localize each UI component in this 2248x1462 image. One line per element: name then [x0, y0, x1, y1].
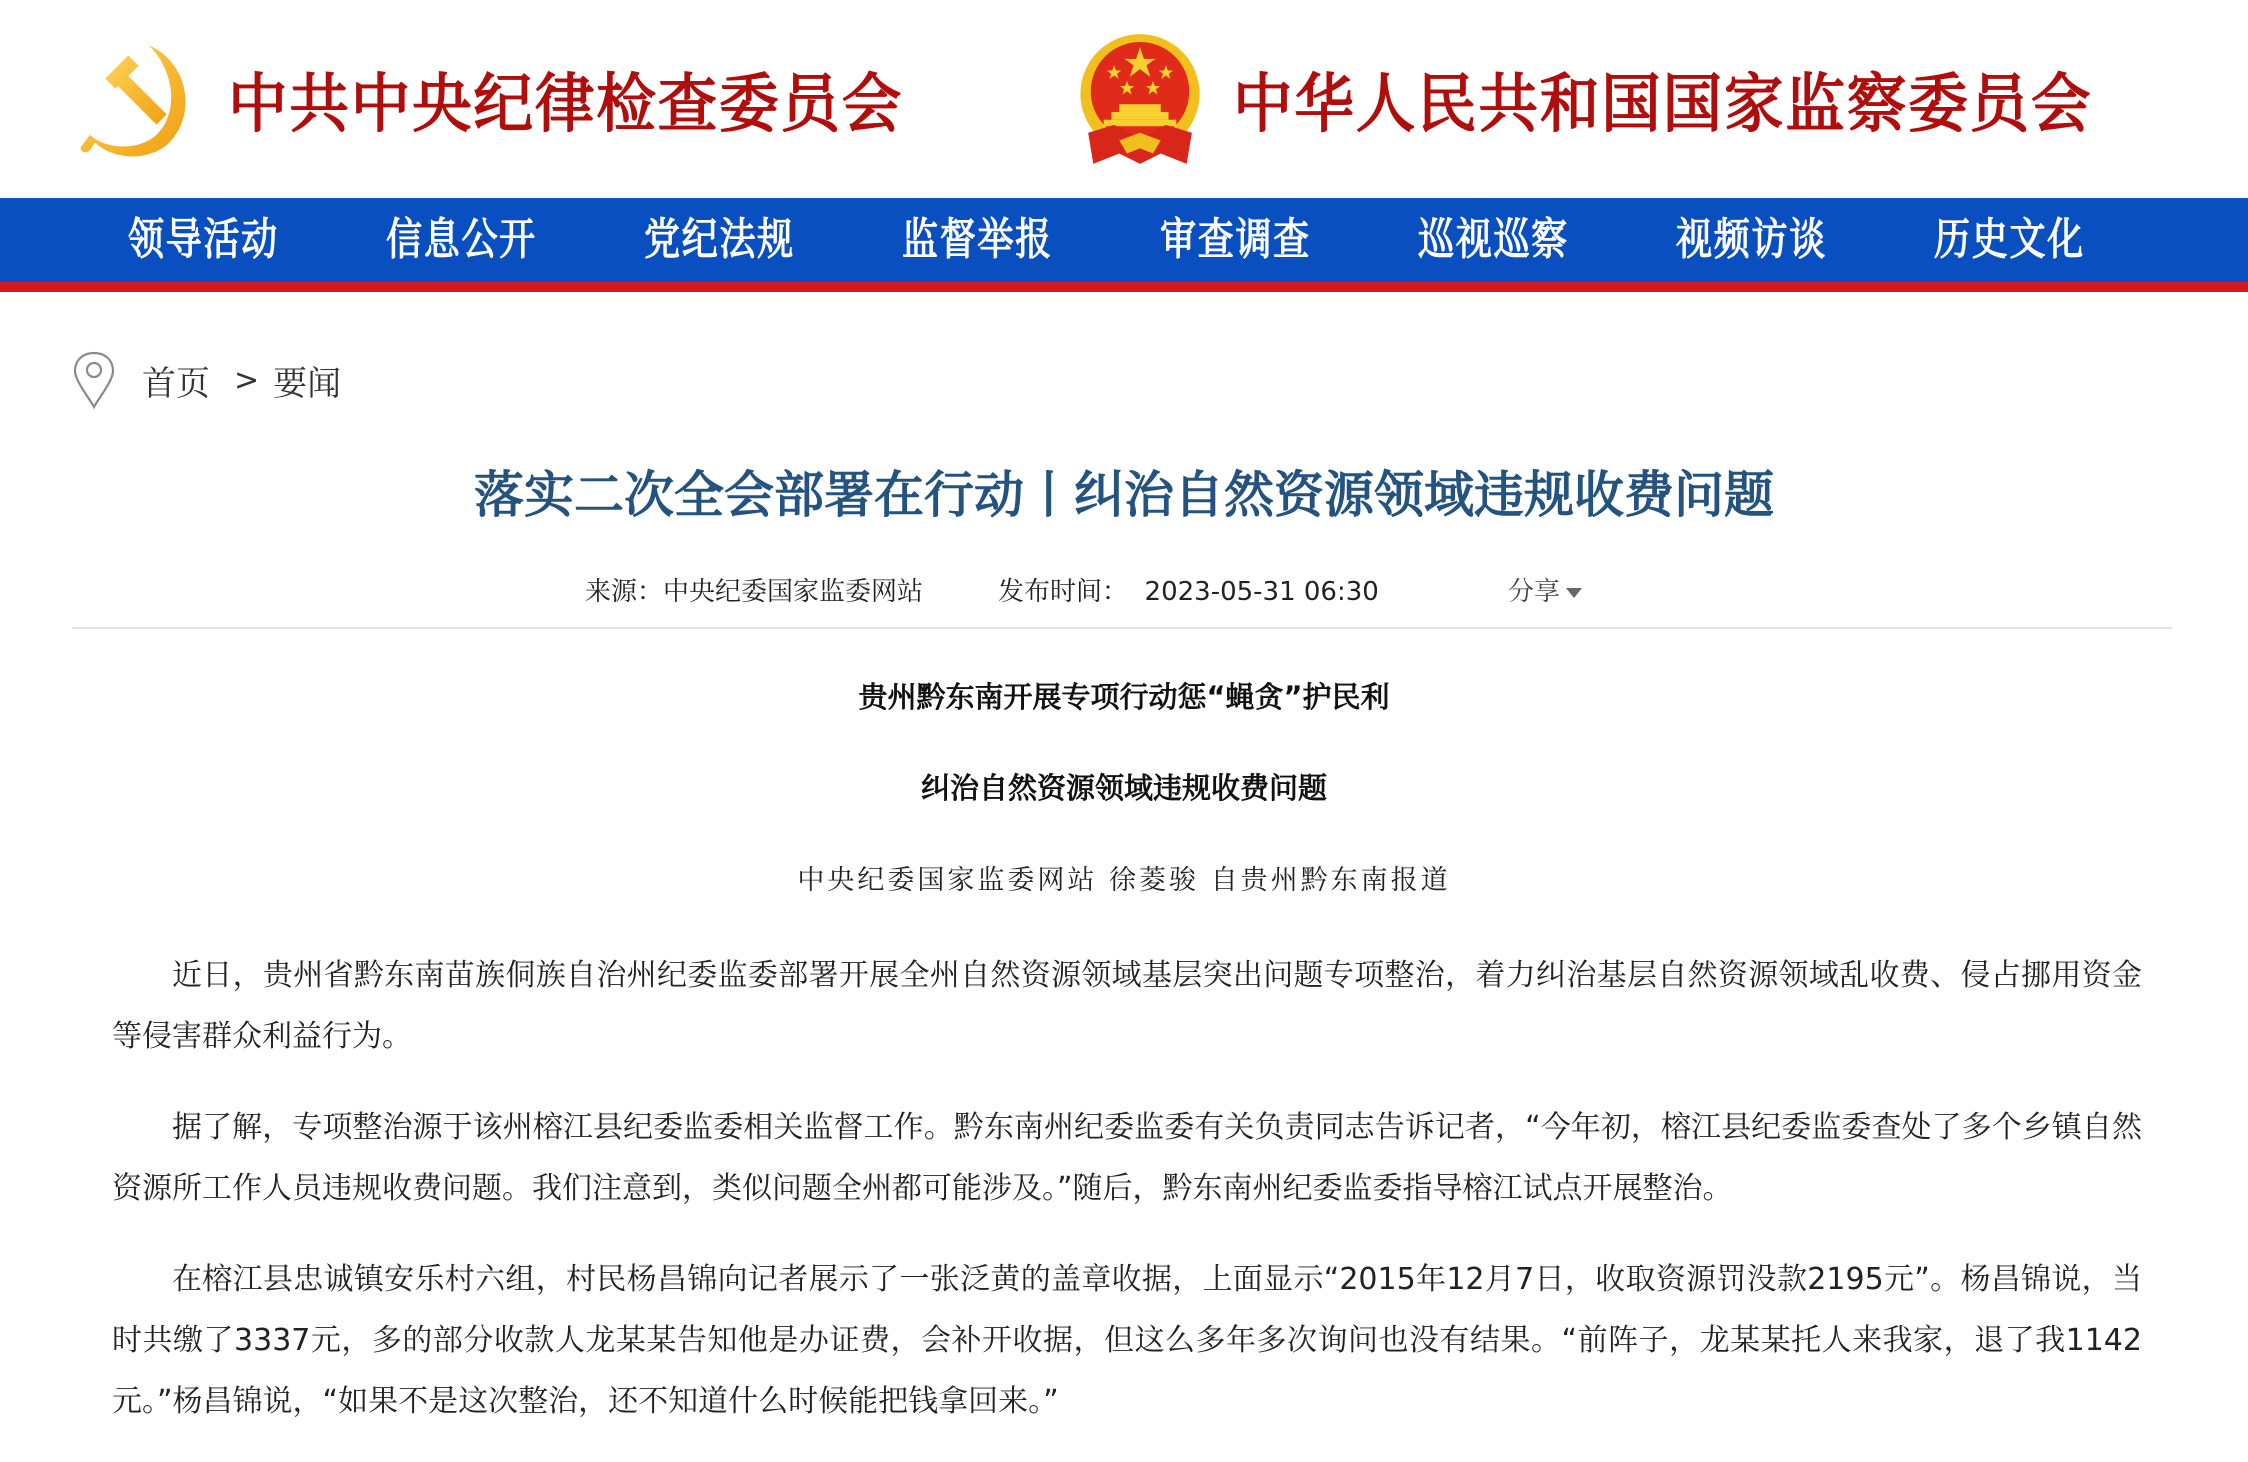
main-nav: [0, 198, 2248, 282]
share-label: 分享: [1508, 577, 1561, 607]
article-paragraph: 在榕江县忠诚镇安乐村六组，村民杨昌锦向记者展示了一张泛黄的盖章收据，上面显示“2015年12月7日，收取资源罚没款2195元”。杨昌锦说，当时共缴了3337元，多的部分收款人龙某某告知他是办证费，会补开收据，但这么多年多次询问也没有结果。“前阵子，龙某某托人来我家，退了我1142元。”杨昌锦说，“如果不是这次整治，还不知道什么时候能把钱拿回来。”: [112, 1262, 2142, 1419]
article-publish-time: 发布时间： 2023-05-31 06:30: [998, 577, 1379, 607]
ccdi-brand[interactable]: [72, 0, 954, 198]
article-byline: 中央纪委国家监委网站 徐菱骏 自贵州黔东南报道: [797, 865, 1451, 896]
article-source: 来源：中央纪委国家监委网站: [585, 577, 924, 607]
nav-item-regulations[interactable]: 党纪法规: [644, 214, 795, 265]
article-subtitle-1: 贵州黔东南开展专项行动惩“蝇贪”护民利: [858, 680, 1390, 714]
nsc-title: 中华人民共和国国家监察委员会: [1233, 67, 2093, 142]
article-paragraph: 据了解，专项整治源于该州榕江县纪委监委相关监督工作。黔东南州纪委监委有关负责同志告诉记者，“今年初，榕江县纪委监委查处了多个乡镇自然资源所工作人员违规收费问题。我们注意到，类似问题全州都可能涉及。”随后，黔东南州纪委监委指导榕江试点开展整治。: [112, 1110, 2142, 1206]
nsc-brand[interactable]: [1075, 0, 2157, 198]
breadcrumb-news[interactable]: 要闻: [273, 363, 342, 404]
nav-item-leadership[interactable]: 领导活动: [128, 214, 279, 265]
meta-divider: [72, 627, 2172, 629]
article-title: 落实二次全会部署在行动丨纠治自然资源领域违规收费问题: [474, 466, 1774, 524]
article-meta: [0, 570, 2248, 614]
ccdi-title: 中共中央纪律检查委员会: [228, 67, 904, 142]
nav-item-history[interactable]: 历史文化: [1934, 214, 2085, 265]
breadcrumb: [72, 350, 341, 410]
nav-item-report[interactable]: 监督举报: [902, 214, 1053, 265]
national-emblem-icon: [1075, 29, 1205, 169]
article-paragraph: 近日，贵州省黔东南苗族侗族自治州纪委监委部署开展全州自然资源领域基层突出问题专项整治，着力纠治基层自然资源领域乱收费、侵占挪用资金等侵害群众利益行为。: [112, 958, 2142, 1054]
caret-down-icon: [1566, 588, 1582, 598]
site-header: [0, 0, 2248, 198]
article-body: [112, 945, 2142, 1462]
nav-item-investigation[interactable]: 审查调查: [1160, 214, 1311, 265]
article-subtitle-2: 纠治自然资源领域违规收费问题: [920, 771, 1327, 805]
party-emblem-icon: [72, 35, 200, 163]
breadcrumb-home[interactable]: 首页: [142, 363, 210, 404]
location-pin-icon: [72, 351, 116, 409]
nav-red-stripe: [0, 282, 2248, 292]
nav-item-video[interactable]: 视频访谈: [1676, 214, 1827, 265]
share-button[interactable]: [1508, 570, 1582, 614]
nav-item-disclosure[interactable]: 信息公开: [386, 214, 537, 265]
nav-item-inspection[interactable]: 巡视巡察: [1418, 214, 1569, 265]
breadcrumb-separator: >: [234, 362, 260, 398]
